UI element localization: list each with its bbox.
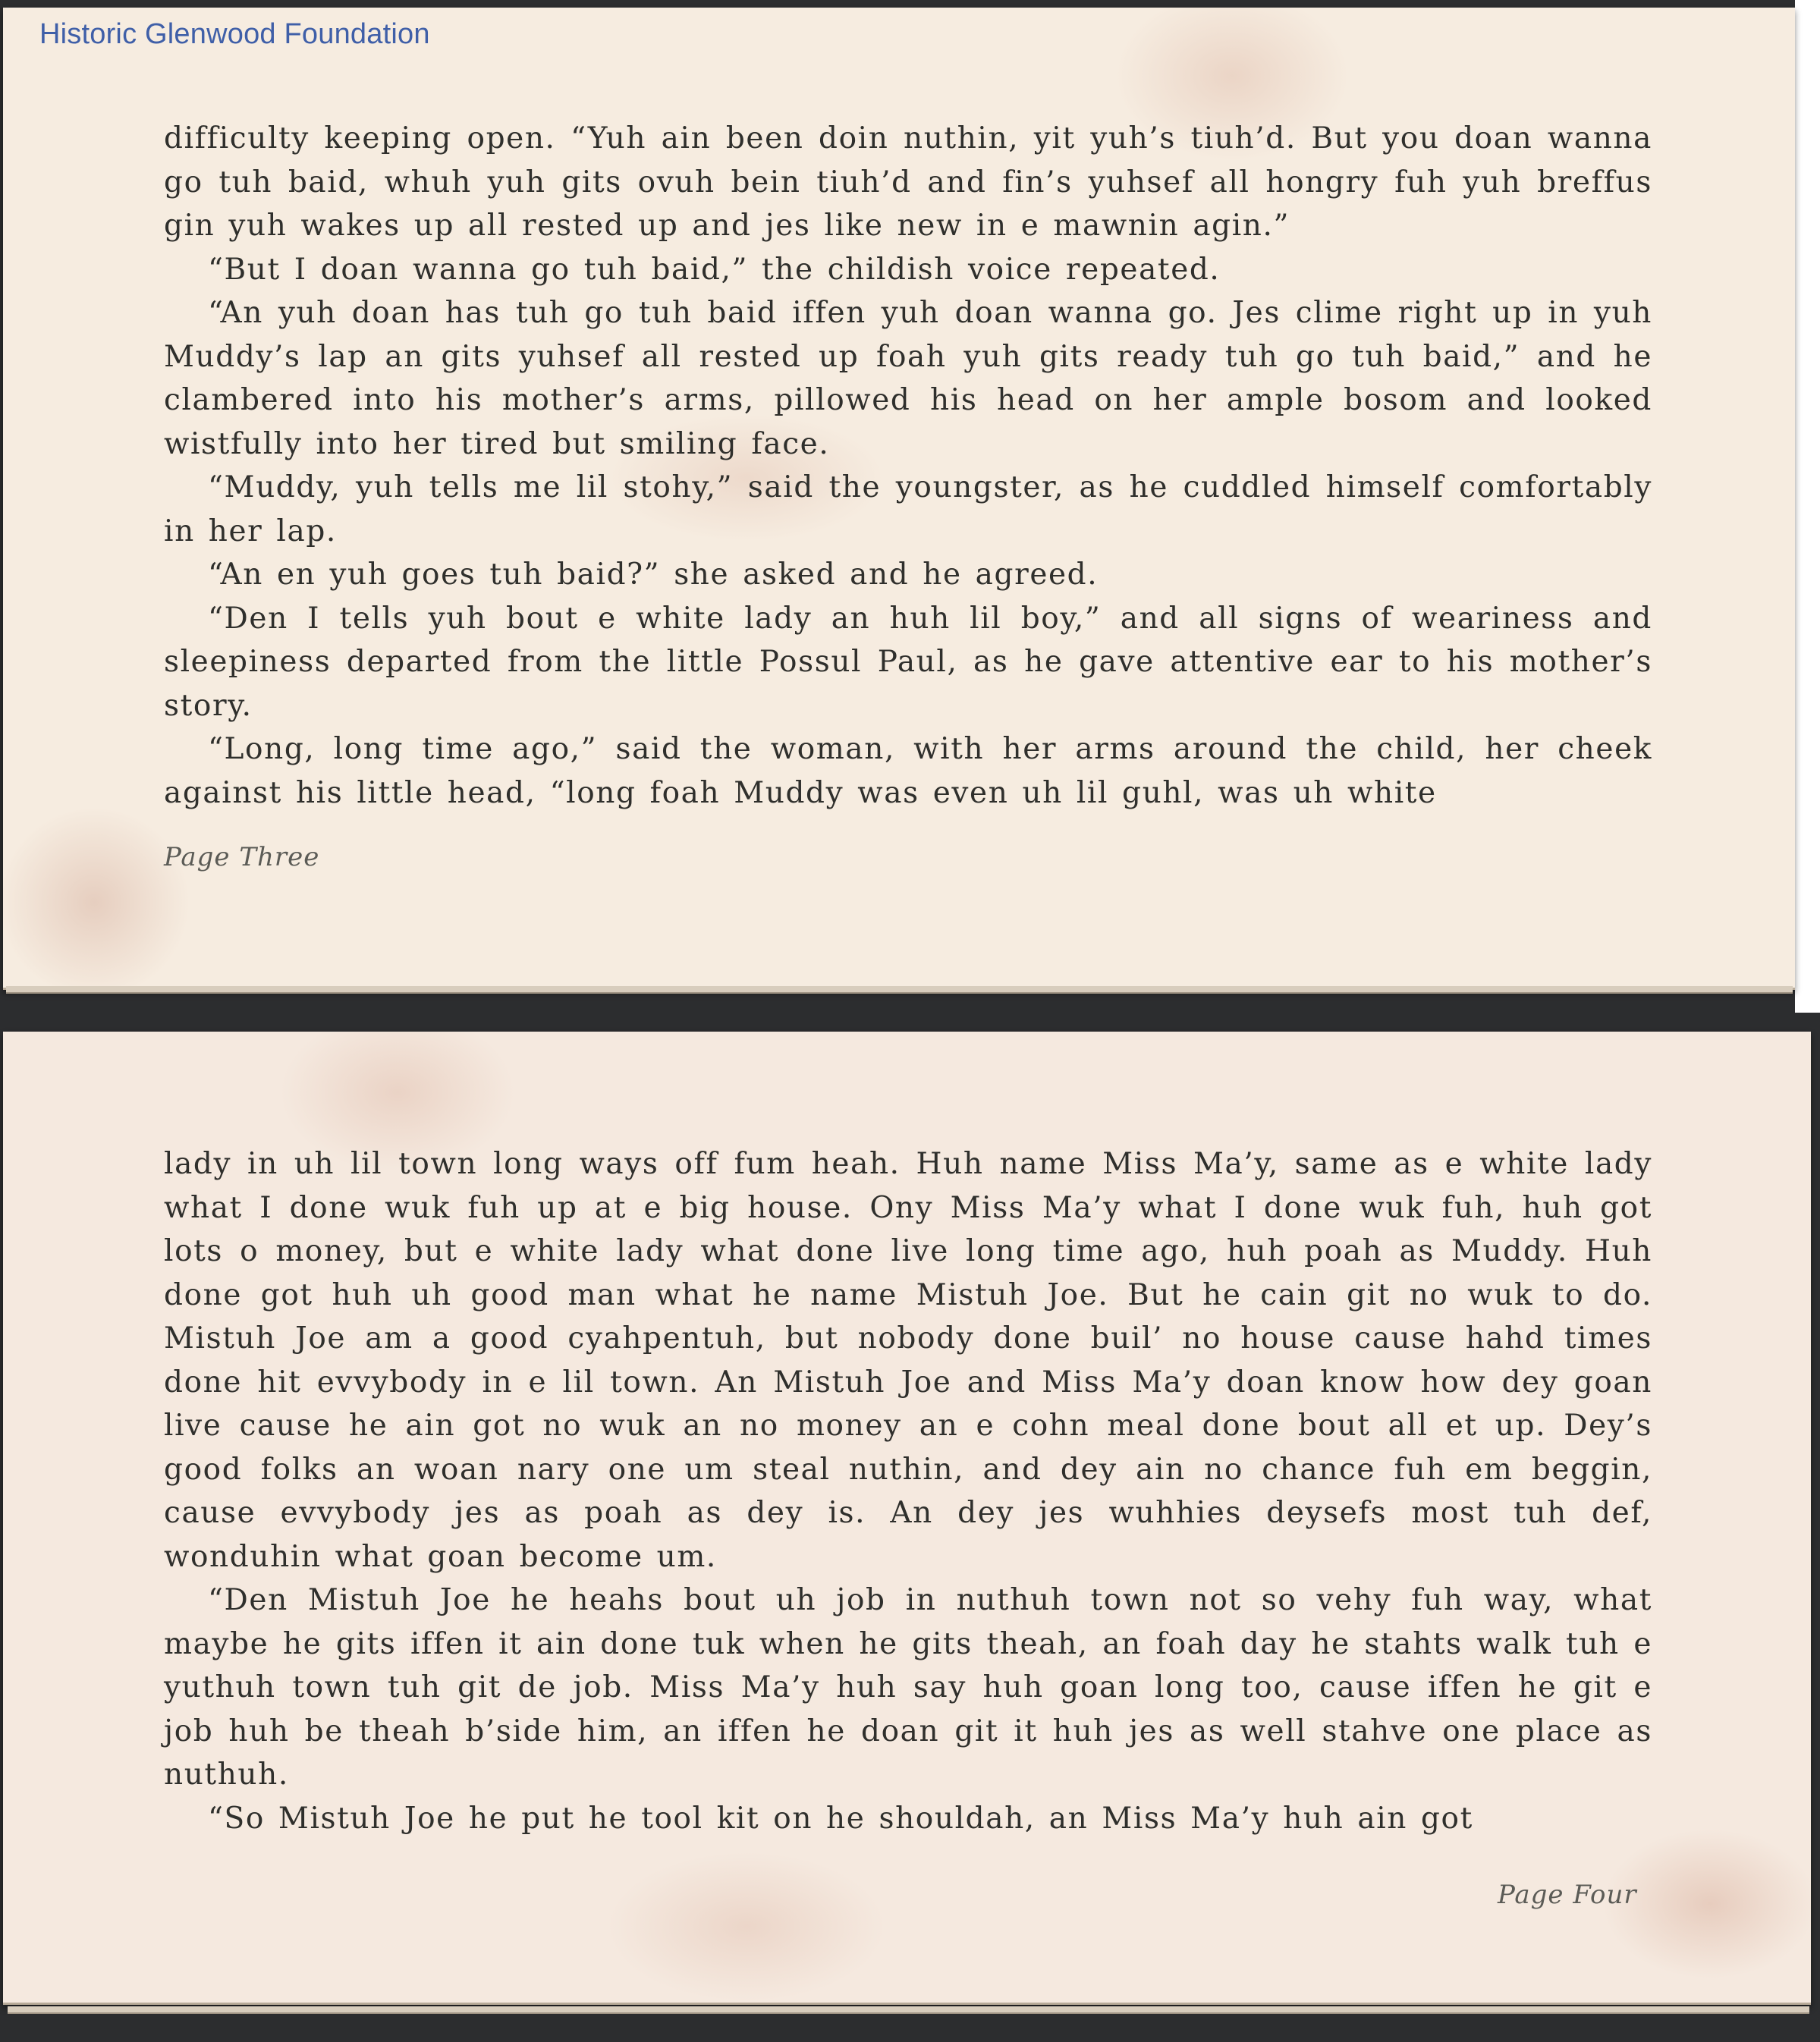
booklet-page-four bbox=[3, 1032, 1811, 2005]
page-edge bbox=[6, 986, 1793, 994]
page-number: Page Four bbox=[1498, 1880, 1637, 1910]
paragraph: lady in uh lil town long ways off fum heah. Huh name Miss Ma’y, same as e white lady what I done wuk fuh up at e big house. Ony Miss Ma’y what I done wuk fuh, huh got lots o money, but e white lady what done live long time ago, huh poah as Muddy. Huh done got huh uh good man what he name Mistuh Joe. But he cain git no wuk to do. Mistuh Joe am a good cyahpentuh, but nobody done buil’ no house cause hahd times done hit evvybody in e lil town. An Mistuh Joe and Miss Ma’y doan know how dey goan live cause he ain got no wuk an no money an e cohn meal done bout all et up. Dey’s good folks an woan nary one um steal nuthin, and dey ain no chance fuh em beggin, cause evvybody jes as poah as dey is. An dey jes wuhhies deysefs most tuh def, wonduhin what goan become um. bbox=[164, 1147, 1652, 1574]
watermark-label: Historic Glenwood Foundation bbox=[39, 18, 430, 50]
paragraph: “Den I tells yuh bout e white lady an huh lil boy,” and all signs of weariness and sleepiness departed from the little Possul Paul, as he gave attentive ear to his mother’s story. bbox=[164, 601, 1652, 723]
paragraph: “An yuh doan has tuh go tuh baid iffen yuh doan wanna go. Jes clime right up in yuh Muddy’s lap an gits yuhsef all rested up foah yuh gits ready tuh go tuh baid,” and he clambered into his mother’s arms, pillowed his head on her ample bosom and looked wistfully into her tired but smiling face. bbox=[164, 296, 1652, 461]
page-three-body bbox=[164, 117, 1652, 815]
page-edge bbox=[8, 2006, 1809, 2014]
paragraph: “Long, long time ago,” said the woman, with her arms around the child, her cheek against his little head, “long foah Muddy was even uh lil guhl, was uh white bbox=[164, 732, 1652, 810]
paragraph: “Den Mistuh Joe he heahs bout uh job in nuthuh town not so vehy fuh way, what maybe he gits iffen it ain done tuk when he gits theah, an foah day he stahts walk tuh e yuthuh town tuh git de job. Miss Ma’y huh say huh goan long too, cause iffen he git e job huh be theah b’side him, an iffen he doan git it huh jes as well stahve one place as nuthuh. bbox=[164, 1583, 1652, 1792]
booklet-page-three bbox=[3, 8, 1795, 990]
scan-margin bbox=[1795, 0, 1820, 1013]
paragraph: difficulty keeping open. “Yuh ain been doin nuthin, yit yuh’s tiuh’d. But you doan wanna go tuh baid, whuh yuh gits ovuh bein tiuh’d and fin’s yuhsef all hongry fuh yuh breffus gin yuh wakes up all rested up and jes like new in e mawnin agin.” bbox=[164, 121, 1652, 243]
paragraph: “Muddy, yuh tells me lil stohy,” said the youngster, as he cuddled himself comfortably in her lap. bbox=[164, 470, 1652, 548]
paragraph: “An en yuh goes tuh baid?” she asked and he agreed. bbox=[208, 558, 1099, 592]
page-number: Page Three bbox=[164, 842, 320, 872]
page-four-body bbox=[164, 1142, 1652, 1840]
paragraph: “So Mistuh Joe he put he tool kit on he shouldah, an Miss Ma’y huh ain got bbox=[208, 1801, 1473, 1836]
paragraph: “But I doan wanna go tuh baid,” the childish voice repeated. bbox=[208, 252, 1221, 287]
